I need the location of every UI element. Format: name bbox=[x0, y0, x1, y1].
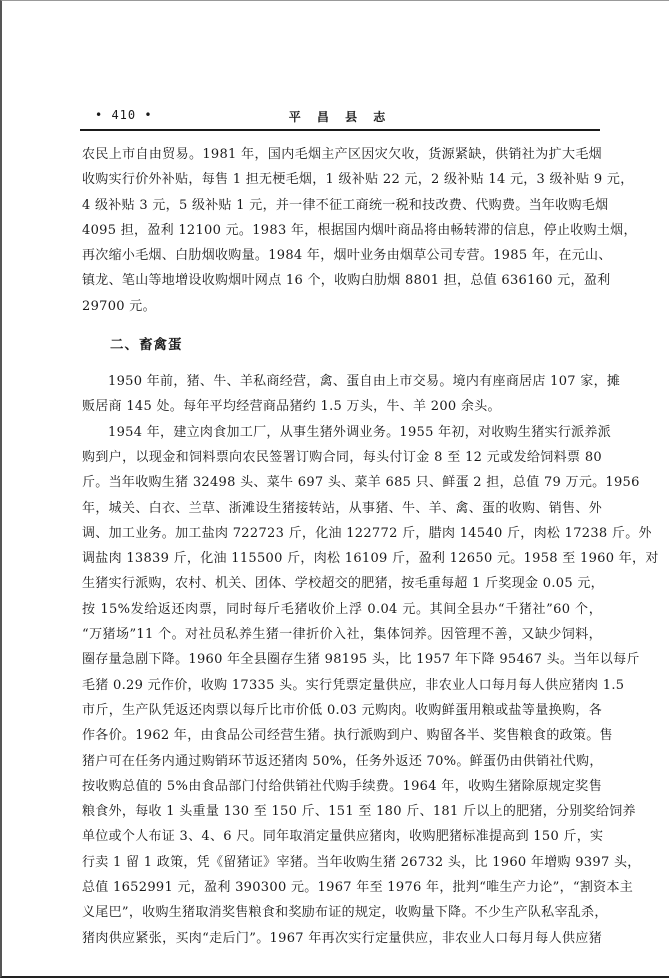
text-line: 按 15%发给返还肉票，同时每斤毛猪收价上浮 0.04 元。其间全县办“千猪社”60 个， bbox=[82, 601, 602, 617]
paragraph-1954 bbox=[82, 420, 659, 951]
text-line: 圈存量急剧下降。1960 年全县圈存生猪 98195 头，比 1957 年下降 95467 头。当年以每斤 bbox=[82, 652, 640, 668]
text-line: 生猪实行派购，农村、机关、团体、学校超交的肥猪，按毛重每超 1 斤奖现金 0.05 元， bbox=[82, 576, 604, 592]
text-line: 行卖 1 留 1 政策，凭《留猪证》宰猪。当年收购生猪 26732 头，比 1960 年增购 9397 头， bbox=[82, 854, 641, 870]
text-line: 29700 元。 bbox=[82, 298, 156, 314]
text-line: 义尾巴”，收购生猪取消奖售粮食和奖励布证的规定，收购量下降。不少生产队私宰乱杀， bbox=[82, 905, 608, 921]
text-line: 猪肉供应紧张，买肉“走后门”。1967 年再次实行定量供应，非农业人口每月每人供应猪 bbox=[82, 930, 602, 946]
text-line: 1954 年，建立肉食加工厂，从事生猪外调业务。1955 年初，对收购生猪实行派养派 bbox=[108, 424, 612, 440]
header-rule bbox=[80, 129, 600, 131]
section-heading: 二、畜禽蛋 bbox=[110, 337, 183, 354]
text-line: 作各价。1962 年，由食品公司经营生猪。执行派购到户、购留各半、奖售粮食的政策。售 bbox=[82, 728, 613, 744]
running-title: 平 昌 县 志 bbox=[288, 110, 392, 124]
text-line: 调、加工业务。加工盐肉 722723 斤，化油 122772 斤，腊肉 14540 斤，肉松 17238 斤。外 bbox=[82, 525, 652, 541]
text-line: 再次缩小毛烟、白肋烟收购量。1984 年，烟叶业务由烟草公司专营。1985 年，在元山、 bbox=[82, 248, 612, 264]
text-line: 总值 1652991 元，盈利 390300 元。1967 年至 1976 年，批判“唯生产力论”，“割资本主 bbox=[82, 880, 634, 896]
text-line: 镇龙、笔山等地增设收购烟叶网点 16 个，收购白肋烟 8801 担，总值 636160 元，盈利 bbox=[82, 273, 611, 289]
text-line: “万猪场”11 个。对社员私养生猪一律折价入社，集体饲养。因管理不善，又缺少饲料， bbox=[82, 627, 602, 643]
text-line: 粮食外，每收 1 头重量 130 至 150 斤、151 至 180 斤、181 斤以上的肥猪，分别奖给饲养 bbox=[82, 804, 636, 820]
text-line: 农民上市自由贸易。1981 年，国内毛烟主产区因灾欠收，货源紧缺，供销社为扩大毛烟 bbox=[82, 147, 602, 162]
page-number: • 410 • bbox=[95, 108, 153, 122]
text-line: 1950 年前，猪、牛、羊私商经营，禽、蛋自由上市交易。境内有座商居店 107 家，摊 bbox=[108, 374, 621, 390]
text-line: 猪户可在任务内通过购销环节返还猪肉 50%，任务外返还 70%。鲜蛋仍由供销社代购， bbox=[82, 753, 603, 769]
paragraph-1950 bbox=[82, 369, 621, 420]
text-line: 年，城关、白衣、兰草、浙滩设生猪接转站，从事猪、牛、羊、禽、蛋的收购、销售、外 bbox=[82, 500, 602, 516]
text-line: 市斤，生产队凭返还肉票以每斤比市价低 0.03 元购肉。收购鲜蛋用粮或盐等量换购，各 bbox=[82, 702, 602, 718]
text-line: 收购实行价外补贴，每售 1 担无梗毛烟，1 级补贴 22 元，2 级补贴 14 元，3 级补贴 9 元， bbox=[82, 172, 634, 188]
text-line: 斤。当年收购生猪 32498 头、菜牛 697 头、菜羊 685 只、鲜蛋 2 担，总值 79 万元。1956 bbox=[82, 475, 640, 491]
paragraph-tobacco-continued bbox=[82, 142, 637, 319]
text-line: 单位或个人布证 3、4、6 尺。同年取消定量供应猪肉，收购肥猪标准提高到 150 斤，实 bbox=[82, 829, 604, 845]
text-line: 购到户，以现金和饲料票向农民签署订购合同，每头付订金 8 至 12 元或发给饲料票 80 bbox=[82, 449, 602, 465]
text-line: 毛猪 0.29 元作价，收购 17335 头。实行凭票定量供应，非农业人口每月每人供应猪肉 1.5 bbox=[82, 677, 625, 693]
text-line: 4 级补贴 3 元，5 级补贴 1 元，并一律不征工商统一税和技改费、代购费。当年收购毛烟 bbox=[82, 197, 609, 213]
text-line: 4095 担，盈利 12100 元。1983 年，根据国内烟叶商品将由畅转滞的信息，停止收购土烟， bbox=[82, 222, 637, 238]
text-line: 贩居商 145 处。每年平均经营商品猪约 1.5 万头，牛、羊 200 余头。 bbox=[82, 399, 501, 415]
text-line: 按收购总值的 5%由食品部门付给供销社代购手续费。1964 年，收购生猪除原规定奖售 bbox=[82, 778, 602, 794]
body-text bbox=[82, 142, 659, 951]
text-line: 调盐肉 13839 斤，化油 115500 斤，肉松 16109 斤，盈利 12650 元。1958 至 1960 年，对 bbox=[82, 551, 659, 567]
